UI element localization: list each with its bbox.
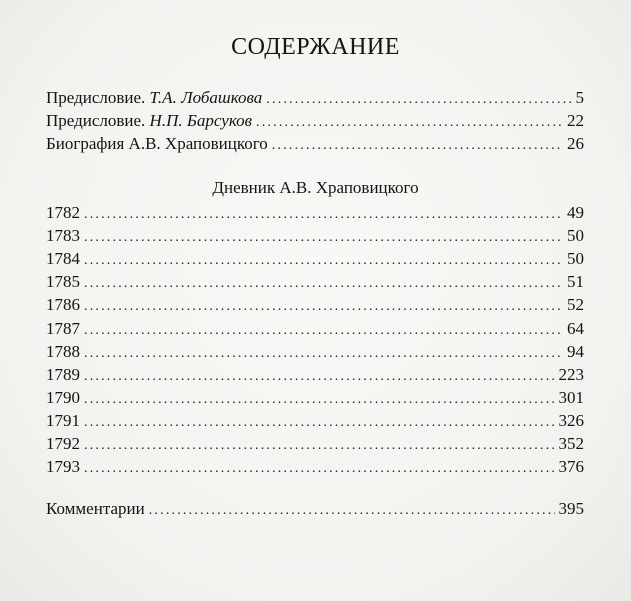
dot-leader	[84, 366, 555, 388]
dot-leader	[272, 135, 563, 157]
toc-entry-preface-barsukov	[46, 110, 584, 134]
toc-entry-page: 50	[567, 249, 584, 269]
toc-entry-label: Предисловие. Т.А. Лобашкова	[46, 88, 263, 107]
toc-entry-label: 1785	[46, 272, 80, 292]
toc-entry-label: 1792	[46, 434, 80, 453]
dot-leader	[256, 112, 563, 134]
toc-entry-label: 1782	[46, 203, 80, 222]
toc-entry-page: 49	[567, 203, 584, 222]
toc-entry-label: 1789	[46, 364, 80, 384]
toc-entry-label: 1790	[46, 387, 80, 407]
toc-entry-year	[46, 202, 584, 226]
toc-entry-year	[46, 225, 584, 249]
toc-entry-label: 1793	[46, 457, 80, 477]
toc-entry-page: 223	[558, 364, 584, 384]
page-title: СОДЕРЖАНИЕ	[231, 34, 400, 60]
dot-leader	[266, 89, 571, 111]
toc-entry-year	[46, 433, 584, 457]
dot-leader	[84, 320, 563, 342]
toc-entry-label: 1791	[46, 410, 80, 430]
toc-entry-page: 51	[567, 272, 584, 292]
toc-entry-page: 301	[558, 387, 584, 407]
toc-entry-label: 1783	[46, 226, 80, 246]
toc-entry-label: 1787	[46, 318, 80, 338]
toc-entry-year	[46, 410, 584, 434]
toc-entry-label: 1788	[46, 341, 80, 361]
dot-leader	[84, 412, 555, 434]
dot-leader	[84, 227, 563, 249]
toc-entry-label: Комментарии	[46, 499, 145, 518]
toc-entry-year	[46, 456, 584, 480]
dot-leader	[84, 458, 555, 480]
toc-entry-label: 1786	[46, 295, 80, 315]
toc-entry-year	[46, 318, 584, 342]
toc-entry-page: 5	[575, 88, 584, 107]
dot-leader	[84, 343, 563, 365]
dot-leader	[84, 296, 563, 318]
section-heading-diary: Дневник А.В. Храповицкого	[212, 178, 419, 197]
toc-entry-page: 376	[558, 457, 584, 477]
toc-entry-label: Биография А.В. Храповицкого	[46, 134, 268, 153]
toc-entry-year	[46, 271, 584, 295]
toc-entry-label: 1784	[46, 249, 80, 269]
toc-entry-page: 352	[558, 434, 584, 453]
toc-entry-page: 326	[558, 410, 584, 430]
dot-leader	[84, 435, 555, 457]
toc-entry-comments	[46, 498, 584, 522]
dot-leader	[149, 500, 555, 522]
toc-entry-preface-lobashkova	[46, 87, 584, 111]
toc-entry-page: 26	[567, 134, 584, 153]
toc-entry-year	[46, 294, 584, 318]
dot-leader	[84, 204, 563, 226]
dot-leader	[84, 389, 555, 411]
dot-leader	[84, 250, 563, 272]
toc-entry-page: 52	[567, 295, 584, 315]
toc-entry-page: 64	[567, 318, 584, 338]
toc-entry-label: Предисловие. Н.П. Барсуков	[46, 111, 253, 130]
toc-entry-year	[46, 248, 584, 272]
toc-entry-page: 50	[567, 226, 584, 246]
toc-entry-year	[46, 387, 584, 411]
toc-entry-year	[46, 364, 584, 388]
toc-entry-biography	[46, 133, 584, 157]
toc-entry-year	[46, 341, 584, 365]
toc-entry-page: 395	[558, 499, 584, 518]
toc-entry-page: 22	[567, 111, 584, 130]
dot-leader	[84, 273, 563, 295]
toc-entry-page: 94	[567, 341, 584, 361]
